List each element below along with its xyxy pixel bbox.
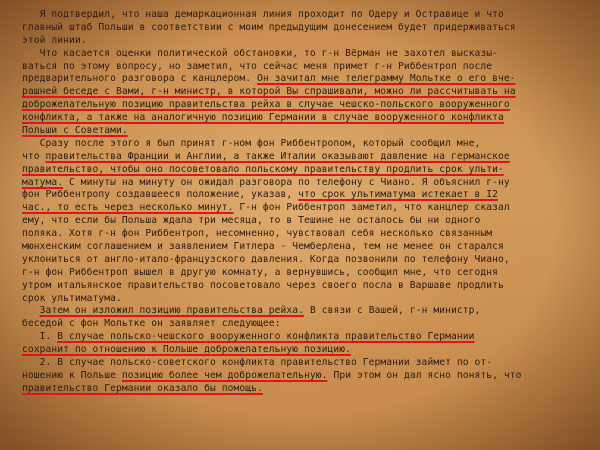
underlined-text: матума. — [22, 176, 64, 188]
text-segment: поляка. Хотя г-н фон Риббентроп, несомненно, чувствовал себя несколько связанным — [22, 228, 493, 240]
underlined-text: сохранит по отношению к Польше доброжелательную позицию. — [22, 344, 352, 356]
text-line — [22, 138, 584, 151]
text-line — [22, 228, 584, 241]
text-line — [22, 73, 584, 86]
text-line — [22, 305, 584, 318]
text-segment: срок ультиматума. — [22, 292, 122, 304]
text-segment: ваться по этому вопросу, но заметил, что сейчас меня примет г-н Риббентроп после — [22, 60, 493, 72]
text-line — [22, 35, 584, 48]
underlined-text: конфликта, а также на аналогичную позицию Германии в случае вооруженного конфликта — [22, 112, 504, 124]
text-line — [22, 215, 584, 228]
text-line — [22, 344, 584, 357]
text-line — [22, 189, 584, 202]
text-line — [22, 357, 584, 370]
underlined-text: В случае польско-чешского вооруженного конфликта правительство Германии — [57, 331, 475, 343]
text-segment: предварительного разговора с канцлером. — [22, 73, 258, 85]
text-segment: Сразу после этого я был принят г-ном фон Риббентропом, который сообщил мне, — [22, 137, 481, 149]
underlined-text: Польши с Советами. — [22, 125, 128, 137]
text-line — [22, 202, 584, 215]
text-segment: ношению к Польше — [22, 369, 122, 381]
underlined-text: правительство, чтобы оно посоветовало польскому правительству продлить срок ульти- — [22, 163, 504, 175]
text-line — [22, 112, 584, 125]
text-segment: Что касается оценки политической обстановки, то г-н Вёрман не захотел высказы- — [22, 47, 498, 59]
text-segment: что — [22, 150, 46, 162]
text-segment: ему, что если бы Польша ждала три месяца, то в Тешине не осталось бы ни одного — [22, 215, 481, 227]
text-line — [22, 151, 584, 164]
text-segment: главный штаб Польши в соответствии с моим предыдущим донесением будет придерживаться — [22, 21, 516, 33]
text-line — [22, 99, 584, 112]
text-line — [22, 125, 584, 138]
text-line — [22, 61, 584, 74]
text-segment: утром итальянское правительство посоветовало через своего посла в Варшаве продлить — [22, 279, 504, 291]
text-line — [22, 383, 584, 396]
text-segment: При этом он дал ясно понять, что — [327, 369, 522, 381]
text-segment: В связи с Вашей, г-н министр, — [304, 305, 481, 317]
text-line — [22, 280, 584, 293]
document-body — [22, 9, 584, 396]
underlined-text: доброжелательную позицию правительства рейха в случае чешско-польского вооруженного — [22, 99, 510, 111]
underlined-text: час., то есть через несколько минут. — [22, 202, 234, 214]
text-segment: Г-н фон Риббентроп заметил, что канцлер сказал — [233, 202, 510, 214]
underlined-text: правительство Германии оказало бы помощь. — [22, 382, 263, 394]
text-segment: беседой с фон Мольтке он заявляет следующее: — [22, 318, 281, 330]
text-line — [22, 318, 584, 331]
text-line — [22, 254, 584, 267]
text-segment: 2. В случае польско-советского конфликта правительство Германии займет по от- — [22, 357, 493, 369]
text-segment: I. — [22, 331, 58, 343]
text-line — [22, 48, 584, 61]
text-line — [22, 22, 584, 35]
text-line — [22, 267, 584, 280]
text-line — [22, 293, 584, 306]
text-segment — [22, 305, 40, 316]
text-segment: фон Риббентропу создавшееся положение, указав, — [22, 189, 299, 201]
underlined-text: что срок ультиматума истекает в I2 — [298, 189, 498, 201]
text-segment: уклониться от англо-итало-французского давления. Когда позвонили по телефону Чиано, — [22, 253, 510, 265]
underlined-text: Затем он изложил позицию правительства рейха. — [39, 305, 305, 317]
text-segment: этой линии. — [22, 34, 87, 46]
text-segment: г-н фон Риббентроп вышел в другую комнату, а вернувшись, сообщил мне, что сегодня — [22, 266, 498, 278]
text-segment: Я подтвердил, что наша демаркационная линия проходит по Одеру и Остравице и что — [22, 9, 504, 20]
underlined-text: Он зачитал мне телеграмму Мольтке о его вче- — [257, 73, 516, 85]
underlined-text: позицию более чем доброжелательную. — [121, 369, 328, 381]
text-line — [22, 331, 584, 344]
text-line — [22, 177, 584, 190]
text-line — [22, 370, 584, 383]
text-line — [22, 9, 584, 22]
text-segment: мюнхенским соглашением и заявлением Гитлера - Чемберлена, тем не менее он старался — [22, 241, 504, 253]
underlined-text: правительства Франции и Англии, а также Италии оказывают давление на германское — [45, 150, 510, 162]
text-line — [22, 86, 584, 99]
underlined-text: рашней беседе с Вами, г-н министр, в которой Вы спрашивали, можно ли рассчитывать на — [22, 86, 516, 98]
text-segment: С минуты на минуту он ожидал разговора по телефону с Чиано. Я объяснил г-ну — [63, 176, 510, 188]
text-line — [22, 241, 584, 254]
text-line — [22, 164, 584, 177]
